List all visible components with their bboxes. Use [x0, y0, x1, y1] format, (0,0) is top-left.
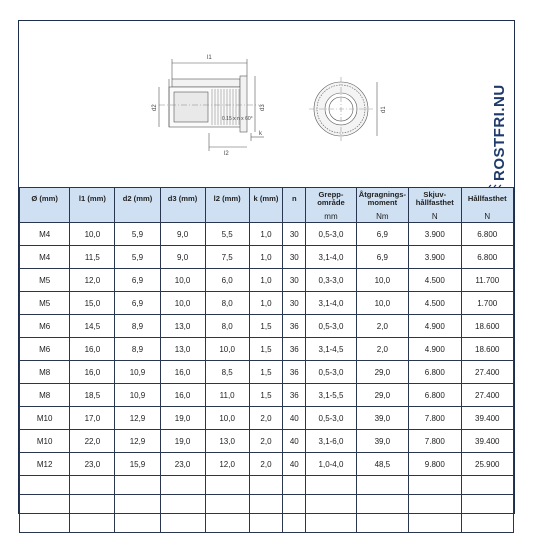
table-cell: 12,0: [70, 269, 115, 292]
table-cell: 23,0: [70, 453, 115, 476]
table-cell: 12,0: [205, 453, 249, 476]
table-cell: 30: [283, 292, 306, 315]
label-d1: d1: [381, 106, 387, 113]
table-cell: 10,0: [205, 338, 249, 361]
brand-logo: [485, 51, 511, 201]
empty-cell: [115, 514, 160, 533]
column-header: d2 (mm): [115, 188, 160, 211]
table-cell: 39,0: [356, 407, 408, 430]
column-unit: [205, 210, 249, 223]
table-cell: M8: [20, 361, 70, 384]
table-cell: 10,0: [160, 269, 205, 292]
table-cell: 19,0: [160, 430, 205, 453]
table-row: [20, 407, 514, 430]
table-cell: 10,0: [356, 269, 408, 292]
table-cell: 4.500: [409, 292, 461, 315]
table-cell: 8,9: [115, 315, 160, 338]
column-header: l1 (mm): [70, 188, 115, 211]
empty-row: [20, 495, 514, 514]
empty-cell: [356, 514, 408, 533]
empty-cell: [249, 495, 283, 514]
table-cell: 0,5-3,0: [306, 361, 356, 384]
table-cell: 4.500: [409, 269, 461, 292]
table-cell: 40: [283, 453, 306, 476]
column-header: l2 (mm): [205, 188, 249, 211]
empty-cell: [205, 495, 249, 514]
table-cell: M10: [20, 407, 70, 430]
table-row: [20, 361, 514, 384]
table-cell: 5,9: [115, 223, 160, 246]
empty-cell: [356, 495, 408, 514]
table-cell: 0,3-3,0: [306, 269, 356, 292]
table-cell: 1,5: [249, 338, 283, 361]
table-cell: 16,0: [160, 384, 205, 407]
table-cell: 9.800: [409, 453, 461, 476]
column-unit: [20, 210, 70, 223]
column-unit: N: [409, 210, 461, 223]
table-cell: 3,1-6,0: [306, 430, 356, 453]
table-cell: 39.400: [461, 430, 513, 453]
label-d3: d3: [260, 104, 266, 111]
table-cell: 39.400: [461, 407, 513, 430]
table-cell: 3.900: [409, 246, 461, 269]
column-unit: mm: [306, 210, 356, 223]
empty-cell: [205, 476, 249, 495]
table-cell: 29,0: [356, 384, 408, 407]
table-cell: 40: [283, 407, 306, 430]
label-d2: d2: [152, 104, 158, 111]
table-cell: 1,0-4,0: [306, 453, 356, 476]
table-cell: 29,0: [356, 361, 408, 384]
table-cell: 2,0: [249, 407, 283, 430]
empty-cell: [160, 514, 205, 533]
table-cell: 1,5: [249, 361, 283, 384]
table-cell: 6,9: [356, 223, 408, 246]
spec-sheet: [18, 20, 515, 514]
table-cell: M4: [20, 246, 70, 269]
column-unit: N: [461, 210, 513, 223]
empty-cell: [356, 476, 408, 495]
table-cell: 16,0: [70, 338, 115, 361]
table-cell: 27.400: [461, 384, 513, 407]
column-unit: [160, 210, 205, 223]
table-cell: 13,0: [160, 315, 205, 338]
table-cell: 6,9: [356, 246, 408, 269]
table-cell: 10,0: [205, 407, 249, 430]
table-cell: 17,0: [70, 407, 115, 430]
table-cell: 6.800: [461, 223, 513, 246]
table-cell: 6.800: [409, 384, 461, 407]
label-knurl: 0.15 x n x 60°: [222, 116, 253, 122]
empty-cell: [70, 514, 115, 533]
table-cell: 6.800: [461, 246, 513, 269]
table-row: [20, 430, 514, 453]
table-row: [20, 292, 514, 315]
empty-cell: [115, 495, 160, 514]
column-unit: [249, 210, 283, 223]
table-cell: M4: [20, 223, 70, 246]
empty-cell: [249, 514, 283, 533]
table-row: [20, 246, 514, 269]
table-cell: 3,1-4,5: [306, 338, 356, 361]
table-cell: 1,0: [249, 223, 283, 246]
table-cell: 36: [283, 338, 306, 361]
table-cell: 0,5-3,0: [306, 407, 356, 430]
table-cell: 2,0: [249, 430, 283, 453]
table-cell: 8,9: [115, 338, 160, 361]
column-unit: [283, 210, 306, 223]
table-cell: 15,9: [115, 453, 160, 476]
table-cell: 14,5: [70, 315, 115, 338]
table-cell: 36: [283, 384, 306, 407]
empty-cell: [409, 476, 461, 495]
table-cell: 4.900: [409, 338, 461, 361]
table-cell: 8,0: [205, 315, 249, 338]
table-cell: 6.800: [409, 361, 461, 384]
table-cell: 11.700: [461, 269, 513, 292]
empty-cell: [205, 514, 249, 533]
label-k: k: [259, 131, 262, 137]
table-cell: 30: [283, 246, 306, 269]
table-cell: 8,5: [205, 361, 249, 384]
table-row: [20, 223, 514, 246]
table-cell: 3,1-5,5: [306, 384, 356, 407]
table-cell: 30: [283, 269, 306, 292]
table-cell: 9,0: [160, 246, 205, 269]
table-cell: 7,5: [205, 246, 249, 269]
table-cell: 1,5: [249, 315, 283, 338]
column-header: Grepp-område: [306, 188, 356, 211]
empty-cell: [20, 476, 70, 495]
empty-cell: [160, 495, 205, 514]
empty-cell: [283, 514, 306, 533]
table-row: [20, 384, 514, 407]
table-cell: 12,9: [115, 407, 160, 430]
table-cell: 19,0: [160, 407, 205, 430]
table-cell: M10: [20, 430, 70, 453]
label-l2: l2: [224, 151, 229, 157]
table-cell: 6,9: [115, 269, 160, 292]
column-header: n: [283, 188, 306, 211]
column-header: d3 (mm): [160, 188, 205, 211]
table-cell: 18.600: [461, 338, 513, 361]
empty-cell: [20, 514, 70, 533]
table-cell: 18.600: [461, 315, 513, 338]
table-cell: 2,0: [249, 453, 283, 476]
table-cell: 23,0: [160, 453, 205, 476]
table-cell: M8: [20, 384, 70, 407]
table-cell: 1,0: [249, 292, 283, 315]
rivet-nut-drawing: [19, 21, 514, 186]
empty-cell: [461, 476, 513, 495]
empty-cell: [461, 514, 513, 533]
empty-cell: [409, 514, 461, 533]
table-row: [20, 315, 514, 338]
table-cell: 18,5: [70, 384, 115, 407]
brand-name: ROSTFRI.NU: [491, 84, 508, 181]
table-cell: 1,0: [249, 269, 283, 292]
empty-cell: [70, 495, 115, 514]
table-cell: 0,5-3,0: [306, 315, 356, 338]
column-header: Skjuv-hållfasthet: [409, 188, 461, 211]
column-header: k (mm): [249, 188, 283, 211]
table-cell: M5: [20, 269, 70, 292]
table-cell: 15,0: [70, 292, 115, 315]
table-cell: 12,9: [115, 430, 160, 453]
table-cell: 36: [283, 361, 306, 384]
table-cell: M6: [20, 315, 70, 338]
table-cell: 11,0: [205, 384, 249, 407]
table-cell: 4.900: [409, 315, 461, 338]
table-cell: 22,0: [70, 430, 115, 453]
table-cell: 13,0: [205, 430, 249, 453]
column-unit: Nm: [356, 210, 408, 223]
table-cell: M5: [20, 292, 70, 315]
table-cell: 6,9: [115, 292, 160, 315]
empty-cell: [249, 476, 283, 495]
table-cell: 10,0: [160, 292, 205, 315]
empty-cell: [70, 476, 115, 495]
table-row: [20, 338, 514, 361]
empty-row: [20, 514, 514, 533]
spec-table: [19, 187, 514, 533]
table-cell: 16,0: [160, 361, 205, 384]
column-unit: [70, 210, 115, 223]
table-cell: 39,0: [356, 430, 408, 453]
table-cell: 6,0: [205, 269, 249, 292]
label-l1: l1: [207, 55, 212, 61]
empty-cell: [160, 476, 205, 495]
table-cell: 1,0: [249, 246, 283, 269]
table-cell: 2,0: [356, 338, 408, 361]
table-cell: 36: [283, 315, 306, 338]
table-cell: 7.800: [409, 430, 461, 453]
table-cell: 1.700: [461, 292, 513, 315]
table-cell: 10,0: [356, 292, 408, 315]
column-unit: [115, 210, 160, 223]
table-cell: 7.800: [409, 407, 461, 430]
table-cell: 16,0: [70, 361, 115, 384]
table-cell: M12: [20, 453, 70, 476]
empty-cell: [306, 495, 356, 514]
table-cell: 11,5: [70, 246, 115, 269]
empty-cell: [115, 476, 160, 495]
table-cell: 3.900: [409, 223, 461, 246]
empty-cell: [306, 514, 356, 533]
table-cell: 5,5: [205, 223, 249, 246]
table-cell: 2,0: [356, 315, 408, 338]
table-cell: 3,1-4,0: [306, 292, 356, 315]
table-cell: 25.900: [461, 453, 513, 476]
table-cell: 10,9: [115, 384, 160, 407]
table-cell: 10,0: [70, 223, 115, 246]
table-cell: 10,9: [115, 361, 160, 384]
table-cell: 13,0: [160, 338, 205, 361]
column-header: Ø (mm): [20, 188, 70, 211]
table-cell: 0,5-3,0: [306, 223, 356, 246]
empty-row: [20, 476, 514, 495]
table-cell: 1,5: [249, 384, 283, 407]
table-cell: 8,0: [205, 292, 249, 315]
table-cell: 3,1-4,0: [306, 246, 356, 269]
table-cell: 48,5: [356, 453, 408, 476]
column-header: Hållfasthet: [461, 188, 513, 211]
empty-cell: [306, 476, 356, 495]
table-cell: 9,0: [160, 223, 205, 246]
table-cell: 30: [283, 223, 306, 246]
empty-cell: [20, 495, 70, 514]
table-cell: 5,9: [115, 246, 160, 269]
empty-cell: [461, 495, 513, 514]
column-header: Åtgragnings-moment: [356, 188, 408, 211]
table-cell: 27.400: [461, 361, 513, 384]
table-cell: 40: [283, 430, 306, 453]
table-row: [20, 453, 514, 476]
empty-cell: [409, 495, 461, 514]
table-cell: M6: [20, 338, 70, 361]
empty-cell: [283, 495, 306, 514]
table-row: [20, 269, 514, 292]
empty-cell: [283, 476, 306, 495]
